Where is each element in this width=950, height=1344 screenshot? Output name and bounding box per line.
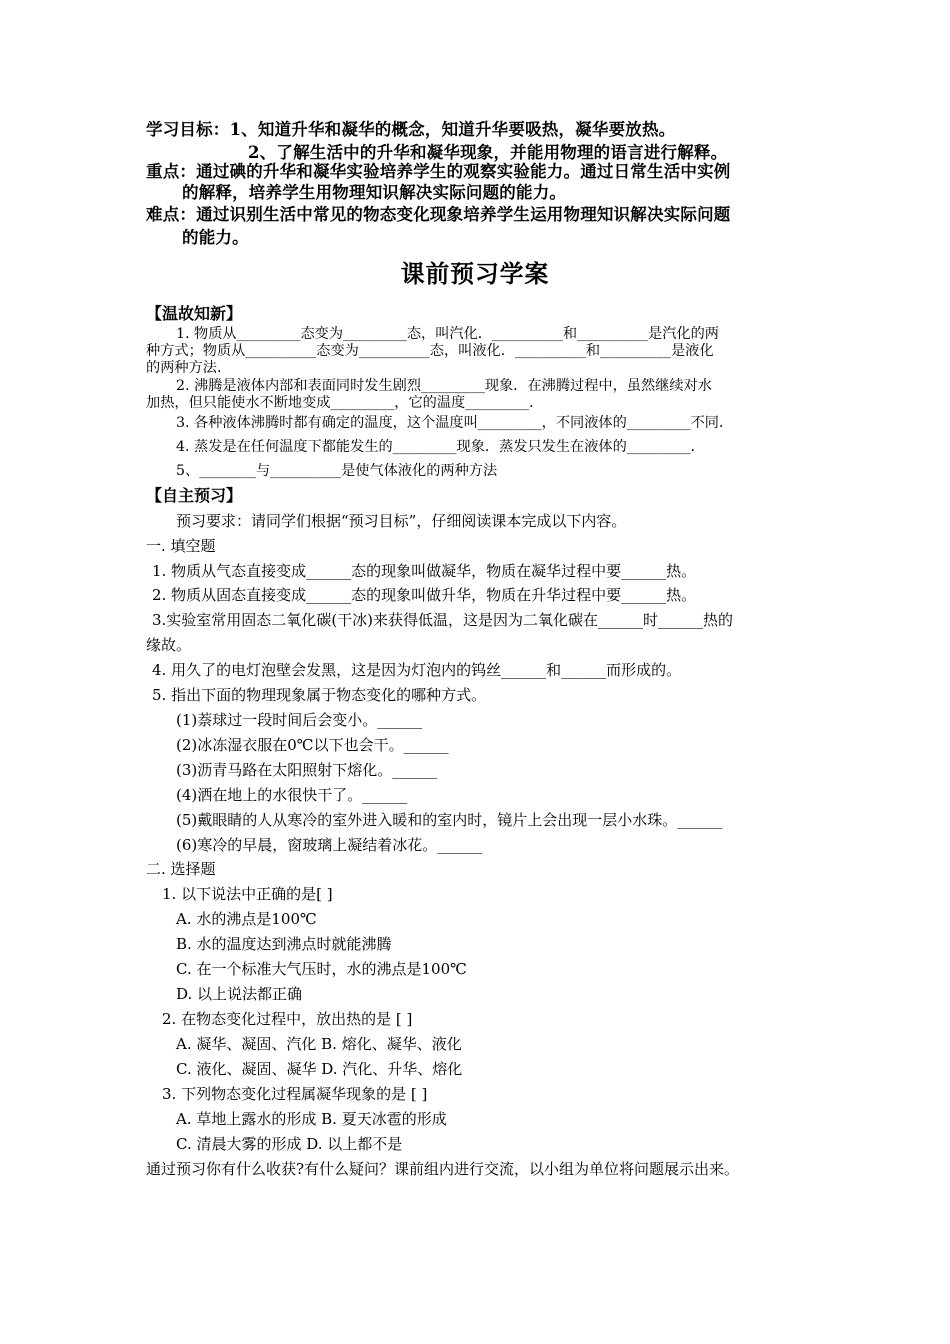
review-question: 2. 沸腾是液体内部和表面同时发生剧烈_________现象．在沸腾过程中，虽然继续对水: [176, 378, 712, 394]
review-question: 的两种方法．: [146, 360, 232, 376]
choice-option: C. 在一个标准大气压时，水的沸点是100℃: [176, 960, 467, 978]
review-question: 1. 物质从_________态变为_________态，叫汽化．__________和__________是汽化的两: [176, 326, 719, 342]
review-question: 3. 各种液体沸腾时都有确定的温度，这个温度叫_________，不同液体的_________不同．: [176, 415, 734, 431]
section-heading: 【温故知新】: [146, 304, 243, 323]
difficulty-line: 的能力。: [182, 228, 249, 247]
choice-option: B. 水的温度达到沸点时就能沸腾: [176, 935, 392, 953]
choice-option: D. 以上说法都正确: [176, 985, 303, 1003]
sub-question: (4)洒在地上的水很快干了。______: [176, 786, 408, 804]
subsection-heading: 一. 填空题: [146, 537, 216, 555]
study-requirement: 预习要求：请同学们根据“预习目标”，仔细阅读课本完成以下内容。: [176, 512, 627, 530]
sub-question: (3)沥青马路在太阳照射下熔化。______: [176, 761, 438, 779]
key-point-line: 重点：通过碘的升华和凝华实验培养学生的观察实验能力。通过日常生活中实例: [146, 162, 731, 181]
difficulty-line: 难点：通过识别生活中常见的物态变化现象培养学生运用物理知识解决实际问题: [146, 205, 731, 224]
review-question: 4. 蒸发是在任何温度下都能发生的_________现象．蒸发只发生在液体的_________．: [176, 439, 705, 455]
sub-question: (1)萘球过一段时间后会变小。______: [176, 711, 423, 729]
sub-question: (6)寒冷的早晨，窗玻璃上凝结着冰花。______: [176, 836, 483, 854]
section-heading: 【自主预习】: [146, 486, 243, 505]
choice-option: C. 清晨大雾的形成 D. 以上都不是: [176, 1135, 403, 1153]
choice-question: 2. 在物态变化过程中，放出热的是 [ ]: [162, 1010, 413, 1028]
review-question: 5、________与__________是使气体液化的两种方法: [176, 463, 498, 479]
review-question: 加热，但只能使水不断地变成_________，它的温度_________．: [146, 395, 544, 411]
objectives-line: 学习目标：1、知道升华和凝华的概念，知道升华要吸热，凝华要放热。: [146, 120, 676, 139]
choice-question: 1. 以下说法中正确的是[ ]: [162, 885, 333, 903]
choice-option: C. 液化、凝固、凝华 D. 汽化、升华、熔化: [176, 1060, 463, 1078]
fill-question: 2. 物质从固态直接变成______态的现象叫做升华，物质在升华过程中要______热。: [152, 586, 697, 604]
fill-question: 5. 指出下面的物理现象属于物态变化的哪种方式。: [152, 686, 487, 704]
page-title: 课前预习学案: [400, 260, 550, 288]
sub-question: (2)冰冻湿衣服在0℃以下也会干。______: [176, 736, 449, 754]
fill-question: 缘故。: [146, 636, 192, 654]
choice-question: 3. 下列物态变化过程属凝华现象的是 [ ]: [162, 1085, 428, 1103]
sub-question: (5)戴眼睛的人从寒冷的室外进入暖和的室内时，镜片上会出现一层小水珠。______: [176, 811, 723, 829]
closing-note: 通过预习你有什么收获?有什么疑问？课前组内进行交流，以小组为单位将问题展示出来。: [146, 1160, 740, 1178]
choice-option: A. 水的沸点是100℃: [176, 910, 317, 928]
fill-question: 3.实验室常用固态二氧化碳(干冰)来获得低温，这是因为二氧化碳在______时______热的: [152, 611, 734, 629]
fill-question: 1. 物质从气态直接变成______态的现象叫做凝华，物质在凝华过程中要______热。: [152, 562, 697, 580]
objectives-line: 2、了解生活中的升华和凝华现象，并能用物理的语言进行解释。: [248, 143, 728, 162]
choice-option: A. 草地上露水的形成 B. 夏天冰雹的形成: [176, 1110, 447, 1128]
subsection-heading: 二. 选择题: [146, 860, 216, 878]
review-question: 种方式；物质从__________态变为__________态，叫液化．__________和__________是液化: [146, 343, 714, 359]
choice-option: A. 凝华、凝固、汽化 B. 熔化、凝华、液化: [176, 1035, 462, 1053]
fill-question: 4. 用久了的电灯泡壁会发黑，这是因为灯泡内的钨丝______和______而形成的。: [152, 661, 682, 679]
key-point-line: 的解释，培养学生用物理知识解决实际问题的能力。: [182, 183, 567, 202]
